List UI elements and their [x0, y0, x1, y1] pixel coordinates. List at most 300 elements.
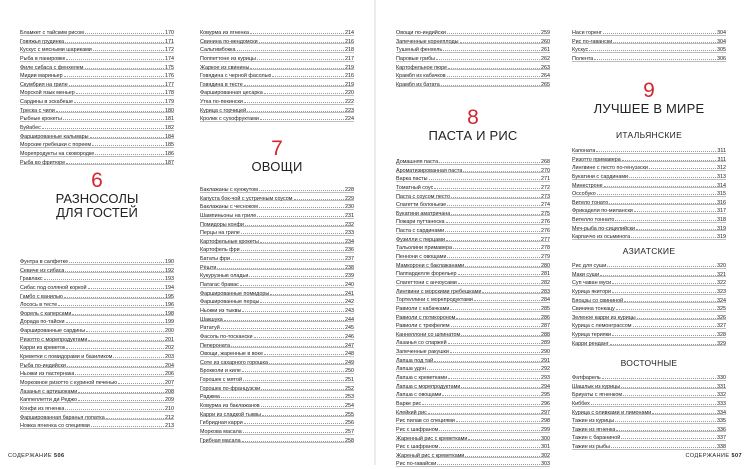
dot-leader: [231, 340, 344, 347]
toc-entry-title: Ньокки из пастернака: [20, 371, 75, 378]
toc-entry: [20, 420, 174, 429]
toc-entry: [572, 188, 726, 197]
dot-leader: [74, 96, 164, 103]
toc-entry: [396, 450, 550, 459]
toc-entry-title: Клейкий рис: [396, 409, 427, 416]
toc-entry-page: 317: [717, 208, 726, 215]
toc-entry-page: 265: [541, 81, 550, 88]
toc-entry-title: Фузилли с перцами: [396, 236, 445, 243]
dot-leader: [446, 216, 540, 223]
toc-entry-title: Тажин из ягненка: [572, 426, 616, 433]
toc-entry-title: Спагетти болоньезе: [396, 202, 447, 209]
toc-entry-title: Кускус с мясными шариками: [20, 47, 92, 54]
toc-entry: [20, 334, 174, 343]
toc-entry-title: Курица с лемонграссом: [572, 323, 632, 330]
toc-entry: [200, 113, 354, 122]
toc-entry-page: 287: [541, 323, 550, 330]
toc-entry-title: Форель с каперсами: [20, 310, 72, 317]
toc-entry-page: 336: [717, 426, 726, 433]
toc-entry: [200, 383, 354, 392]
toc-column-3-bottom: [396, 156, 550, 467]
dot-leader: [447, 27, 540, 34]
toc-entry-page: 276: [541, 219, 550, 226]
dot-leader: [294, 193, 345, 200]
dot-leader: [629, 171, 716, 178]
toc-entry-title: Равиоли с кабачками: [396, 305, 450, 312]
toc-entry-page: 333: [717, 400, 726, 407]
toc-entry-page: 274: [541, 202, 550, 209]
toc-entry-page: 327: [717, 323, 726, 330]
toc-entry-page: 257: [345, 428, 354, 435]
toc-entry-page: 178: [165, 90, 174, 97]
page-number: 506: [54, 453, 65, 459]
dot-leader: [85, 27, 164, 34]
toc-entry-title: Вителло тоннато: [572, 217, 615, 224]
toc-entry: [396, 363, 550, 372]
dot-leader: [269, 357, 344, 364]
toc-entry-page: 295: [541, 392, 550, 399]
toc-entry: [396, 216, 550, 225]
toc-entry-page: 314: [717, 182, 726, 189]
toc-entry-title: Фаршированные кальмары: [20, 133, 89, 140]
toc-entry: [20, 113, 174, 122]
toc-entry-title: Фунтра в салфетке: [20, 259, 69, 265]
toc-entry-title: Горошек по-французски: [200, 385, 261, 392]
toc-entry-title: Бяоцзы со свининой: [572, 297, 624, 304]
toc-entry-page: 279: [541, 254, 550, 261]
dot-leader: [259, 201, 344, 208]
dot-leader: [64, 291, 164, 298]
toc-column-3-top: [396, 27, 550, 87]
toc-entry-page: 239: [345, 273, 354, 280]
toc-entry-page: 277: [541, 236, 550, 243]
toc-entry-title: Киббех: [572, 400, 590, 407]
dot-leader: [78, 394, 164, 401]
dot-leader: [93, 44, 164, 51]
toc-entry-page: 280: [541, 262, 550, 269]
dot-leader: [624, 295, 716, 302]
toc-entry: [396, 381, 550, 390]
toc-entry-page: 297: [541, 409, 550, 416]
dot-leader: [634, 205, 716, 212]
dot-leader: [465, 450, 540, 457]
toc-entry-title: Карпаччо из осьминога: [572, 234, 631, 241]
toc-entry: [200, 201, 354, 210]
toc-entry-page: 208: [165, 388, 174, 395]
dot-leader: [65, 36, 164, 43]
footer-label: СОДЕРЖАНИЕ: [8, 453, 53, 459]
toc-entry-title: Бламкет с тайским рисом: [20, 30, 84, 36]
toc-entry-title: Ньокки из тыквы: [200, 307, 242, 314]
toc-entry-page: 228: [345, 187, 354, 193]
toc-entry-title: Лазанья с артишоками: [20, 388, 78, 395]
toc-entry: [396, 398, 550, 407]
toc-entry-title: Курица терияки: [572, 332, 612, 339]
toc-entry-title: Домашняя паста: [396, 159, 439, 165]
toc-entry-title: Лапша удон: [396, 366, 426, 373]
dot-leader: [242, 435, 344, 442]
toc-entry-title: Перцы на гриле: [200, 230, 240, 237]
page-number: 507: [731, 453, 742, 459]
toc-entry-page: 291: [541, 357, 550, 364]
dot-leader: [221, 391, 344, 398]
dot-leader: [436, 53, 540, 60]
toc-entry-page: 219: [345, 64, 354, 71]
toc-entry-page: 237: [345, 256, 354, 263]
dot-leader: [637, 312, 716, 319]
dot-leader: [633, 320, 716, 327]
toc-column-4-asian: [572, 260, 726, 346]
toc-entry-page: 285: [541, 305, 550, 312]
toc-entry-title: Рис для суши: [572, 263, 607, 269]
toc-entry: [396, 355, 550, 364]
toc-entry-page: 315: [717, 191, 726, 198]
toc-entry: [20, 87, 174, 96]
toc-entry-title: Пеннони с овощами: [396, 254, 447, 261]
toc-entry: [200, 279, 354, 288]
dot-leader: [240, 279, 344, 286]
toc-entry: [572, 36, 726, 45]
toc-entry-page: 290: [541, 349, 550, 356]
dot-leader: [92, 139, 164, 146]
toc-entry: [200, 53, 354, 62]
toc-entry-page: 219: [345, 81, 354, 88]
dot-leader: [422, 398, 540, 405]
toc-entry-page: 301: [541, 444, 550, 451]
toc-entry-page: 202: [165, 345, 174, 352]
toc-entry: [572, 277, 726, 286]
toc-entry-page: 246: [345, 333, 354, 340]
toc-entry-page: 212: [165, 414, 174, 421]
dot-leader: [607, 260, 716, 267]
toc-entry: [396, 441, 550, 450]
footer-right: [685, 453, 742, 459]
dot-leader: [609, 197, 716, 204]
toc-entry-page: 258: [345, 437, 354, 444]
toc-entry: [20, 412, 174, 421]
dot-leader: [602, 372, 716, 379]
toc-entry-title: Бататы фри: [200, 256, 230, 263]
toc-entry-title: Мидии мариньер: [20, 73, 63, 80]
toc-entry-page: 319: [717, 225, 726, 232]
dot-leader: [616, 303, 716, 310]
toc-entry: [200, 219, 354, 228]
dot-leader: [453, 242, 540, 249]
toc-entry: [396, 53, 550, 62]
toc-entry-title: Гамбо с ванилью: [20, 293, 63, 300]
toc-entry-title: Свинина по-вендомски: [200, 38, 258, 45]
dot-leader: [72, 308, 164, 315]
toc-entry-title: Меч-рыба по-сицилийски: [572, 225, 636, 232]
toc-entry: [572, 389, 726, 398]
dot-leader: [615, 415, 716, 422]
dot-leader: [88, 334, 164, 341]
toc-entry: [572, 44, 726, 53]
toc-entry: [572, 27, 726, 36]
toc-entry-title: Кукурузные оладьи: [200, 273, 249, 280]
dot-leader: [66, 316, 164, 323]
dot-leader: [482, 286, 540, 293]
dot-leader: [257, 210, 344, 217]
dot-leader: [63, 113, 164, 120]
toc-entry: [572, 398, 726, 407]
section-title: ПАСТА И РИС: [428, 128, 518, 143]
toc-entry-title: Лосось в тесте: [20, 302, 58, 309]
toc-entry-title: Морской язык меньер: [20, 90, 75, 97]
toc-entry-page: 271: [541, 176, 550, 183]
toc-entry-page: 249: [345, 359, 354, 366]
toc-entry-page: 230: [345, 204, 354, 211]
toc-entry-page: 311: [717, 156, 726, 163]
toc-entry-title: Карри из креветок: [20, 345, 66, 352]
dot-leader: [616, 424, 716, 431]
toc-entry-page: 294: [541, 383, 550, 390]
toc-entry: [396, 286, 550, 295]
toc-entry: [396, 303, 550, 312]
toc-entry-page: 244: [345, 316, 354, 323]
toc-entry-page: 250: [345, 368, 354, 375]
toc-entry-title: Раджма: [200, 394, 220, 401]
footer-left: [8, 453, 65, 459]
dot-leader: [434, 182, 540, 189]
dot-leader: [615, 214, 716, 221]
section-title: ОВОЩИ: [251, 159, 303, 174]
toc-entry-page: 321: [717, 271, 726, 278]
toc-entry-page: 199: [165, 319, 174, 326]
toc-entry-page: 324: [717, 297, 726, 304]
dot-leader: [44, 273, 164, 280]
toc-entry-page: 322: [717, 280, 726, 287]
dot-leader: [623, 389, 716, 396]
toc-entry: [20, 377, 174, 386]
toc-entry-title: Варка пасты: [396, 176, 428, 183]
dot-leader: [612, 286, 716, 293]
toc-entry-page: 186: [165, 150, 174, 157]
toc-entry-title: Букатини с сардинами: [572, 173, 629, 180]
toc-entry: [200, 417, 354, 426]
toc-entry: [200, 105, 354, 114]
dot-leader: [241, 244, 344, 251]
subsection-asian: АЗИАТСКИЕ: [622, 246, 676, 256]
toc-entry: [200, 62, 354, 71]
toc-entry: [200, 244, 354, 253]
toc-entry-page: 224: [345, 116, 354, 123]
dot-leader: [245, 219, 344, 226]
toc-entry-page: 184: [165, 133, 174, 140]
toc-entry-page: 261: [541, 47, 550, 54]
toc-entry-page: 201: [165, 336, 174, 343]
toc-entry: [200, 270, 354, 279]
toc-entry: [572, 154, 726, 163]
dot-leader: [448, 337, 540, 344]
toc-entry-page: 281: [541, 271, 550, 278]
toc-entry-page: 170: [165, 30, 174, 36]
dot-leader: [437, 458, 540, 465]
toc-entry-page: 179: [165, 99, 174, 106]
toc-entry-page: 286: [541, 314, 550, 321]
toc-entry: [200, 435, 354, 444]
toc-entry-title: Дорада по-тайски: [20, 319, 65, 326]
dot-leader: [243, 374, 344, 381]
toc-entry: [572, 171, 726, 180]
toc-entry-title: Курица с оливками и лимонами: [572, 409, 652, 416]
toc-entry: [572, 269, 726, 278]
toc-entry-page: 264: [541, 73, 550, 80]
toc-entry: [20, 316, 174, 325]
toc-entry: [200, 36, 354, 45]
dot-leader: [69, 256, 164, 263]
toc-entry-title: Шашлык из курицы: [572, 383, 621, 390]
toc-entry: [572, 415, 726, 424]
toc-entry-page: 196: [165, 302, 174, 309]
toc-entry-page: 213: [165, 423, 174, 430]
dot-leader: [242, 365, 344, 372]
toc-entry: [572, 372, 726, 381]
toc-entry-page: 275: [541, 210, 550, 217]
toc-entry: [200, 305, 354, 314]
toc-entry-title: Ковурма из баклажанов: [200, 403, 260, 410]
toc-entry-page: 288: [541, 331, 550, 338]
toc-entry-title: Варке рис: [396, 400, 422, 407]
dot-leader: [461, 381, 540, 388]
toc-entry-title: Буйабес: [20, 125, 41, 132]
toc-entry: [572, 286, 726, 295]
toc-entry: [200, 288, 354, 297]
toc-entry-page: 177: [165, 81, 174, 88]
toc-entry-title: Оссобуко: [572, 191, 596, 198]
dot-leader: [66, 342, 164, 349]
toc-entry-title: Рыба в панировке: [20, 55, 66, 62]
toc-entry-page: 187: [165, 159, 174, 166]
toc-entry-page: 240: [345, 282, 354, 289]
toc-entry-page: 242: [345, 299, 354, 306]
dot-leader: [270, 288, 344, 295]
toc-entry-page: 233: [345, 230, 354, 237]
toc-entry-page: 273: [541, 193, 550, 200]
dot-leader: [604, 180, 716, 187]
dot-leader: [448, 372, 540, 379]
dot-leader: [64, 70, 164, 77]
toc-entry: [396, 62, 550, 71]
toc-entry: [396, 225, 550, 234]
dot-leader: [261, 400, 344, 407]
dot-leader: [456, 312, 540, 319]
toc-entry-page: 207: [165, 379, 174, 386]
toc-entry: [200, 210, 354, 219]
toc-entry-page: 255: [345, 411, 354, 418]
toc-entry-page: 272: [541, 184, 550, 191]
toc-entry-page: 216: [345, 73, 354, 80]
toc-entry-page: 282: [541, 279, 550, 286]
toc-entry-title: Лапша под тай: [396, 357, 434, 364]
toc-entry-title: Паппарделле форельер: [396, 271, 457, 278]
toc-entry-page: 319: [717, 234, 726, 241]
toc-entry-title: Рис с шафраном: [396, 444, 439, 451]
section-number: 8: [467, 106, 479, 129]
dot-leader: [622, 154, 717, 161]
section-7-heading: [200, 138, 354, 174]
toc-entry-title: Курица якитори: [572, 288, 612, 295]
dot-leader: [456, 415, 540, 422]
toc-entry-title: Лазанья со спаржей: [396, 340, 447, 347]
toc-entry-page: 331: [717, 383, 726, 390]
dot-leader: [242, 305, 344, 312]
toc-entry-title: Минестроне: [572, 182, 603, 189]
toc-entry-title: Зеленое карри из курицы: [572, 314, 636, 321]
toc-entry-title: Гравлакс: [20, 276, 43, 283]
toc-entry: [20, 70, 174, 79]
dot-leader: [76, 87, 164, 94]
toc-entry-page: 176: [165, 73, 174, 80]
toc-entry: [200, 357, 354, 366]
toc-entry-page: 325: [717, 306, 726, 313]
subsection-italian: ИТАЛЬЯНСКИЕ: [615, 130, 683, 140]
toc-entry-title: Тажин с бараниной: [572, 435, 621, 442]
toc-entry-title: Патагас бравас: [200, 282, 239, 289]
dot-leader: [106, 412, 164, 419]
toc-entry: [200, 70, 354, 79]
dot-leader: [611, 441, 716, 448]
toc-entry: [396, 458, 550, 467]
dot-leader: [91, 420, 164, 427]
toc-entry-page: 220: [345, 90, 354, 97]
dot-leader: [596, 145, 716, 152]
toc-entry-page: 182: [165, 125, 174, 132]
toc-entry: [20, 148, 174, 157]
section-8-heading: [396, 107, 550, 143]
toc-entry-page: 180: [165, 107, 174, 114]
toc-entry-title: Ножка ягненка со специями: [20, 423, 90, 430]
toc-entry: [20, 36, 174, 45]
section-number: 6: [91, 169, 103, 192]
toc-entry: [200, 96, 354, 105]
toc-entry-page: 312: [717, 165, 726, 172]
toc-entry-title: Филе сибаса с фенхелем: [20, 64, 84, 71]
toc-entry: [200, 193, 354, 202]
toc-entry-title: Гибридная карри: [200, 420, 243, 427]
toc-entry-title: Соте из сахарного горошка: [200, 359, 268, 366]
toc-entry: [200, 331, 354, 340]
toc-entry-title: Равиоли с потикороном: [396, 314, 456, 321]
toc-entry: [200, 314, 354, 323]
toc-entry-page: 172: [165, 47, 174, 54]
toc-entry: [200, 365, 354, 374]
toc-entry: [20, 386, 174, 395]
toc-entry-title: Креветки с помидорами и базиликом: [20, 354, 113, 361]
toc-entry-title: Лапша с креветками: [396, 375, 448, 382]
dot-leader: [451, 320, 540, 327]
toc-entry-title: Жаренный рис с креветками: [396, 435, 468, 442]
toc-entry-page: 217: [345, 55, 354, 62]
toc-entry: [20, 256, 174, 265]
toc-entry-title: Рыба во фритюре: [20, 159, 66, 166]
section-title: РАЗНОСОЛЫ: [55, 191, 139, 206]
toc-column-4-top: [572, 27, 726, 62]
toc-entry: [396, 329, 550, 338]
toc-entry-title: Рыба по-индийски: [20, 362, 66, 369]
dot-leader: [264, 348, 344, 355]
toc-entry: [20, 105, 174, 114]
dot-leader: [249, 270, 344, 277]
toc-entry-page: 259: [541, 30, 550, 36]
dot-leader: [217, 262, 344, 269]
toc-entry-title: Рыбные крокеты: [20, 116, 62, 123]
toc-entry: [396, 234, 550, 243]
dot-leader: [468, 433, 540, 440]
toc-entry: [572, 223, 726, 232]
toc-entry: [200, 262, 354, 271]
dot-leader: [118, 377, 164, 384]
